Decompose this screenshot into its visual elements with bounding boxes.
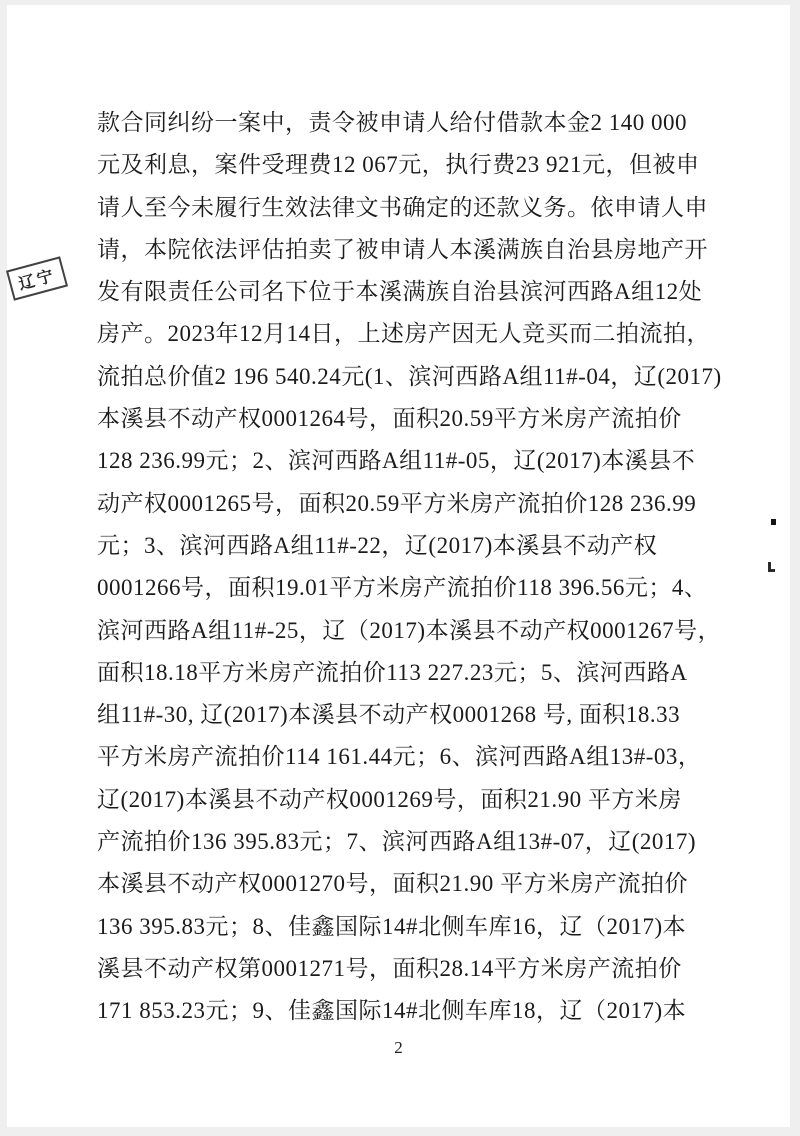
document-line: 元；3、滨河西路A组11#-22，辽(2017)本溪县不动产权 xyxy=(97,532,658,558)
document-line: 请人至今未履行生效法律文书确定的还款义务。依申请人申 xyxy=(97,194,708,220)
scan-artifact-dot xyxy=(771,519,776,525)
document-line: 发有限责任公司名下位于本溪满族自治县滨河西路A组12处 xyxy=(97,279,703,305)
document-line: 产流拍价136 395.83元；7、滨河西路A组13#-07，辽(2017) xyxy=(97,829,697,855)
document-body-text xyxy=(97,102,757,1033)
document-line: 滨河西路A组11#-25，辽（2017)本溪县不动产权0001267号， xyxy=(97,617,722,643)
document-line: 0001266号，面积19.01平方米房产流拍价118 396.56元；4、 xyxy=(97,575,708,601)
document-line: 元及利息，案件受理费12 067元，执行费23 921元，但被申 xyxy=(97,152,700,178)
document-page xyxy=(7,5,790,1127)
stamp-text: 辽宁 xyxy=(16,267,59,294)
document-line: 本溪县不动产权0001270号，面积21.90 平方米房产流拍价 xyxy=(97,871,688,897)
document-line: 171 853.23元；9、佳鑫国际14#北侧车库18，辽（2017)本 xyxy=(97,998,687,1024)
document-line: 面积18.18平方米房产流拍价113 227.23元；5、滨河西路A xyxy=(97,659,688,685)
document-line: 136 395.83元；8、佳鑫国际14#北侧车库16，辽（2017)本 xyxy=(97,913,687,939)
document-line: 本溪县不动产权0001264号，面积20.59平方米房产流拍价 xyxy=(97,406,682,432)
document-line: 请，本院依法评估拍卖了被申请人本溪满族自治县房地产开 xyxy=(97,236,708,262)
liaoning-stamp xyxy=(6,256,68,300)
document-line: 辽(2017)本溪县不动产权0001269号，面积21.90 平方米房 xyxy=(97,786,682,812)
document-line: 128 236.99元；2、滨河西路A组11#-05，辽(2017)本溪县不 xyxy=(97,448,696,474)
document-line: 房产。2023年12月14日，上述房产因无人竞买而二拍流拍， xyxy=(97,321,710,347)
document-line: 溪县不动产权第0001271号，面积28.14平方米房产流拍价 xyxy=(97,955,682,981)
document-line: 款合同纠纷一案中，责令被申请人给付借款本金2 140 000 xyxy=(97,110,687,135)
document-line: 组11#-30, 辽(2017)本溪县不动产权0001268 号, 面积18.33 xyxy=(97,702,681,728)
document-line: 平方米房产流拍价114 161.44元；6、滨河西路A组13#-03， xyxy=(97,744,702,770)
document-line: 动产权0001265号，面积20.59平方米房产流拍价128 236.99 xyxy=(97,490,697,516)
document-line: 流拍总价值2 196 540.24元(1、滨河西路A组11#-04，辽(2017) xyxy=(97,363,722,389)
scan-artifact-tick xyxy=(768,562,775,572)
page-number: 2 xyxy=(394,1038,403,1057)
